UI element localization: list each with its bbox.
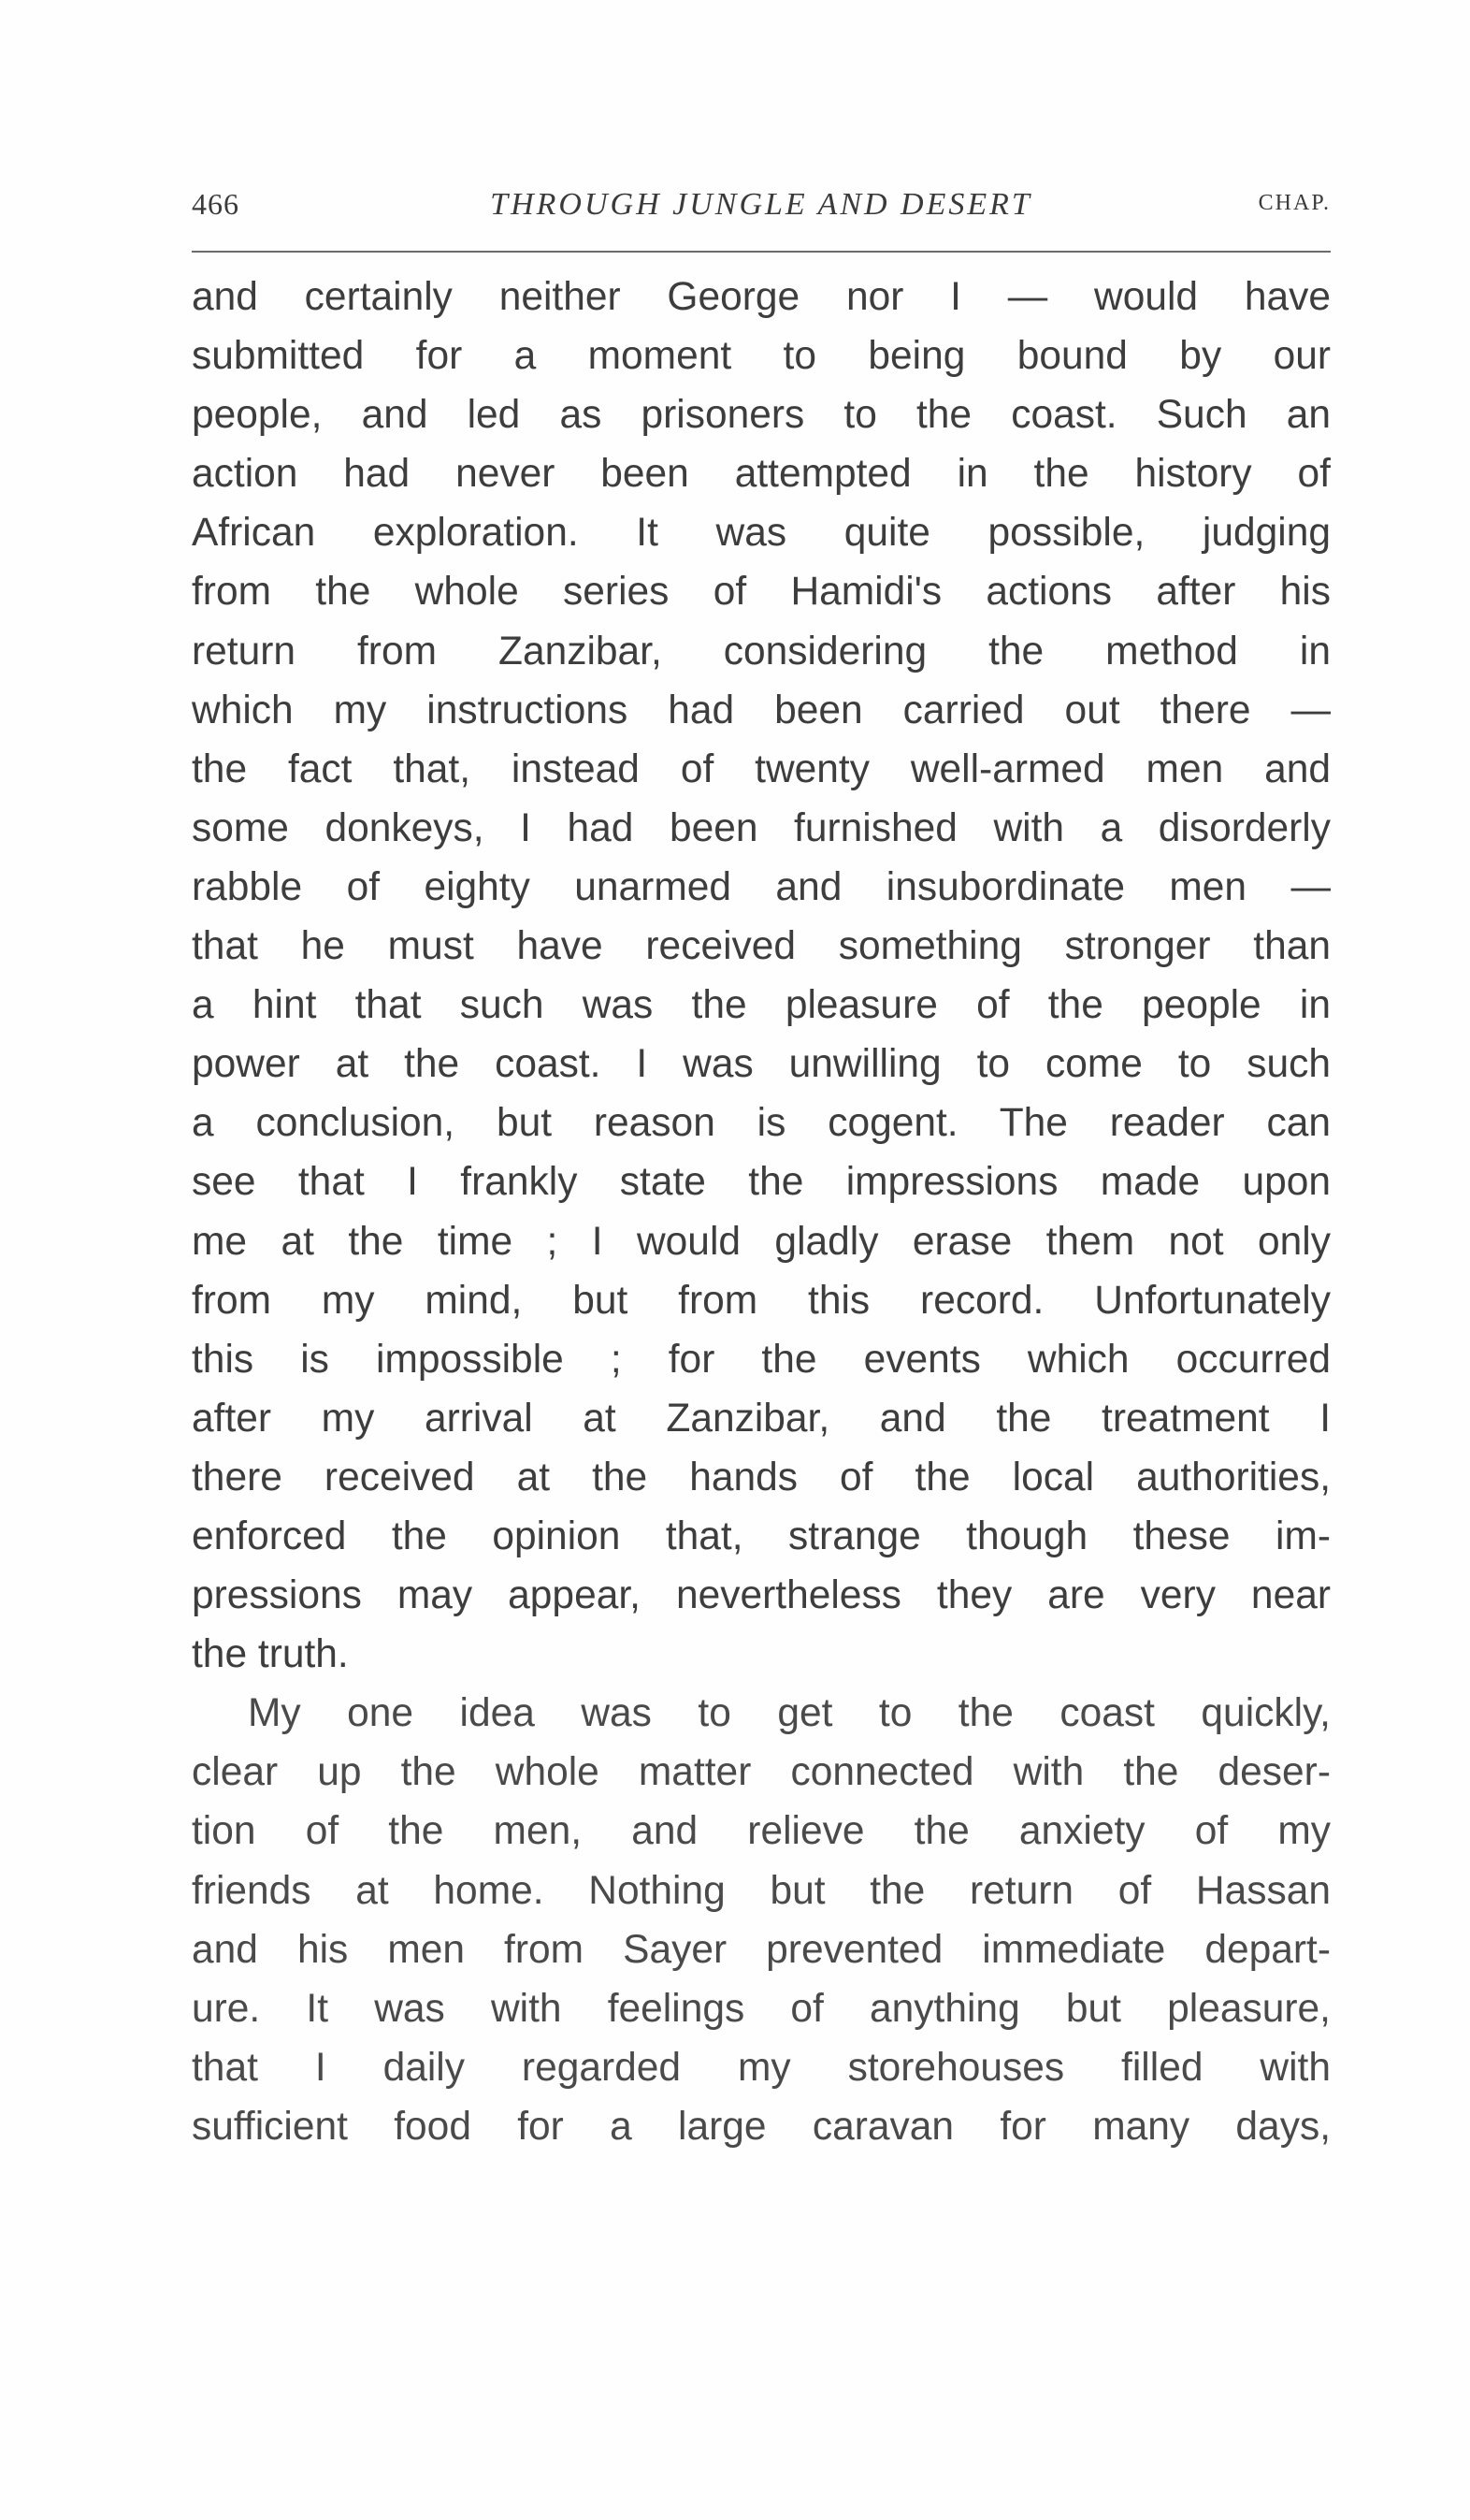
- page-header: [192, 187, 1331, 234]
- running-title: THROUGH JUNGLE AND DESERT: [490, 187, 1032, 222]
- text-line: and certainly neither George nor I — would have: [192, 275, 1331, 319]
- text-line: ure. It was with feelings of anything but pleasure,: [192, 1986, 1331, 2031]
- text-line: see that I frankly state the impressions made upon: [192, 1160, 1331, 1205]
- text-line: after my arrival at Zanzibar, and the treatment I: [192, 1396, 1331, 1441]
- text-line: return from Zanzibar, considering the method in: [192, 629, 1331, 673]
- chapter-label: CHAP.: [1258, 191, 1331, 215]
- text-line: from my mind, but from this record. Unfortunately: [192, 1278, 1331, 1323]
- text-line: clear up the whole matter connected with the deser-: [192, 1750, 1331, 1795]
- text-line: pressions may appear, nevertheless they are very near: [192, 1573, 1331, 1618]
- header-rule: [192, 251, 1331, 253]
- text-line: power at the coast. I was unwilling to come to such: [192, 1042, 1331, 1087]
- text-line: rabble of eighty unarmed and insubordinate men —: [192, 864, 1331, 909]
- text-line: people, and led as prisoners to the coast. Such an: [192, 393, 1331, 438]
- text-line: submitted for a moment to being bound by our: [192, 334, 1331, 379]
- paragraph-2: [192, 1684, 1331, 2156]
- text-line: which my instructions had been carried out there —: [192, 688, 1331, 732]
- text-line: the fact that, instead of twenty well-armed men and: [192, 746, 1331, 791]
- text-line: that I daily regarded my storehouses filled with: [192, 2045, 1331, 2090]
- text-line: that he must have received something stronger than: [192, 924, 1331, 969]
- text-line: and his men from Sayer prevented immediate depart-: [192, 1927, 1331, 1972]
- text-line: this is impossible ; for the events which occurred: [192, 1337, 1331, 1382]
- text-line: African exploration. It was quite possible, judging: [192, 511, 1331, 556]
- text-line: from the whole series of Hamidi's actions after his: [192, 570, 1331, 615]
- page-number: 466: [192, 187, 239, 221]
- body-text: [192, 268, 1331, 2156]
- text-line: action had never been attempted in the history of: [192, 452, 1331, 497]
- text-line: tion of the men, and relieve the anxiety of my: [192, 1809, 1331, 1854]
- text-line: some donkeys, I had been furnished with a disorderly: [192, 805, 1331, 850]
- text-line: a hint that such was the pleasure of the people in: [192, 983, 1331, 1028]
- text-line: there received at the hands of the local authorities,: [192, 1455, 1331, 1499]
- text-line: the truth.: [192, 1632, 349, 1677]
- text-line: friends at home. Nothing but the return of Hassan: [192, 1868, 1331, 1913]
- text-line: me at the time ; I would gladly erase them not only: [192, 1219, 1331, 1264]
- text-line: My one idea was to get to the coast quickly,: [248, 1691, 1331, 1736]
- text-line: a conclusion, but reason is cogent. The reader can: [192, 1101, 1331, 1146]
- paragraph-1: [192, 268, 1331, 1684]
- text-line: enforced the opinion that, strange though these im-: [192, 1513, 1331, 1558]
- text-line: sufficient food for a large caravan for many days,: [192, 2104, 1331, 2149]
